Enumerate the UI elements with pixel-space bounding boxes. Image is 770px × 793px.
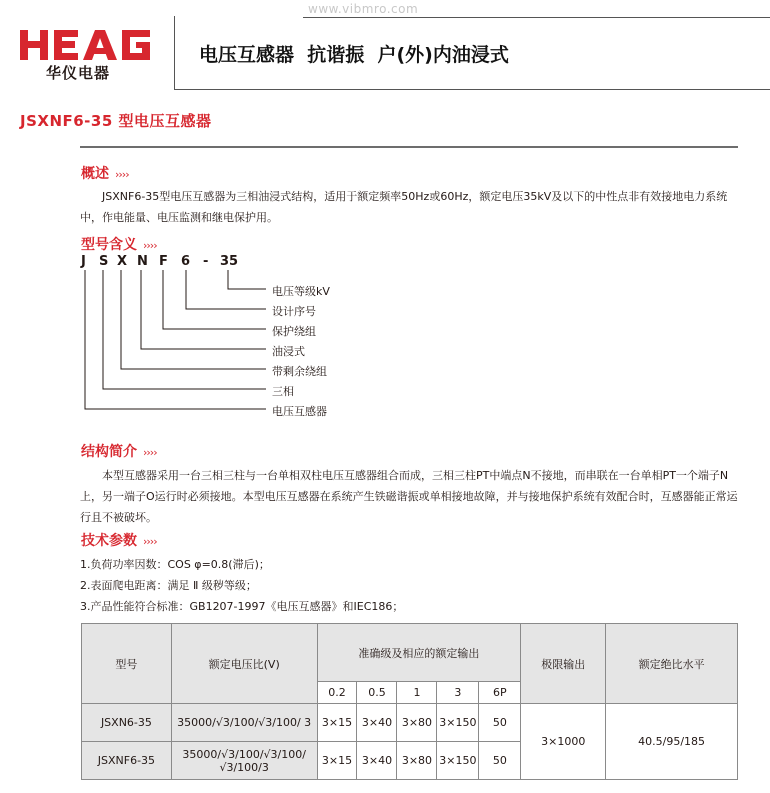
section-title: 型号含义 (81, 237, 137, 253)
model-legend-item: 带剩余绕组 (272, 365, 327, 378)
model-letter: J (81, 254, 86, 269)
product-title: JSXNF6-35 型电压互感器 (20, 112, 212, 130)
header-insulation: 额定绝比水平 (606, 624, 738, 704)
accuracy-class: 1 (397, 682, 437, 704)
arrows-icon: ›››› (143, 446, 157, 459)
cell-value: 3×150 (437, 704, 479, 742)
arrows-icon: ›››› (143, 239, 157, 252)
model-legend-item: 三相 (272, 385, 294, 398)
model-letter: 35 (220, 254, 239, 269)
section-title: 结构简介 (81, 444, 137, 460)
structure-paragraph: 本型互感器采用一台三相三柱与一台单相双柱电压互感器组合而成，三相三柱PT中端点N不接地，而串联在一台单相PT一个端子N上，另一端子O运行时必须接地。本型电压互感器在系统产生铁磁谐振或单相接地故障，并与接地保护系统有效配合时，互感器能正常运行且不被破坏。 (80, 469, 738, 524)
model-legend-item: 电压等级kV (272, 285, 330, 298)
connector-line (163, 270, 266, 329)
header-accuracy: 准确级及相应的额定输出 (317, 624, 521, 682)
header-title: 电压互感器 抗谐振 户(外)内油浸式 (199, 44, 509, 66)
arrows-icon: ›››› (143, 535, 157, 548)
cell-value: 50 (479, 742, 521, 780)
cell-value: 3×80 (397, 742, 437, 780)
brand-chinese-name: 华仪电器 (46, 64, 111, 82)
arrows-icon: ›››› (115, 168, 129, 181)
section-title: 概述 (81, 166, 109, 182)
cell-value: 3×40 (357, 704, 397, 742)
model-letter: - (203, 254, 209, 269)
section-params-heading (81, 530, 157, 550)
cell-value: 3×80 (397, 704, 437, 742)
connector-line (121, 270, 266, 369)
header-model: 型号 (82, 624, 172, 704)
connector-line (85, 270, 266, 409)
table-header-row (82, 624, 738, 682)
cell-ratio: 35000/√3/100/√3/100/ 3 (171, 704, 317, 742)
accuracy-class: 3 (437, 682, 479, 704)
cell-model: JSXN6-35 (82, 704, 172, 742)
section-title: 技术参数 (81, 533, 137, 549)
accuracy-class: 6P (479, 682, 521, 704)
watermark: www.vibmro.com (308, 2, 419, 16)
connector-line (228, 270, 266, 289)
cell-value: 3×150 (437, 742, 479, 780)
model-legend-item: 设计序号 (272, 305, 316, 318)
cell-value: 3×40 (357, 742, 397, 780)
cell-limit-output: 3×1000 (521, 704, 606, 780)
param-item: 3.产品性能符合标准：GB1207-1997《电压互感器》和IEC186； (80, 600, 404, 613)
model-legend-item: 油浸式 (272, 345, 305, 358)
cell-model: JSXNF6-35 (82, 742, 172, 780)
model-letter: N (137, 254, 148, 269)
accuracy-class: 0.2 (317, 682, 357, 704)
cell-value: 3×15 (317, 704, 357, 742)
model-letter: X (117, 254, 128, 269)
param-item: 2.表面爬电距离：满足 Ⅱ 级秽等级； (80, 579, 257, 592)
structure-text (80, 465, 740, 528)
model-letter: F (159, 254, 168, 269)
model-legend-item: 电压互感器 (272, 405, 327, 418)
cell-value: 50 (479, 704, 521, 742)
cell-value: 3×15 (317, 742, 357, 780)
spec-table (81, 623, 738, 780)
cell-ratio: 35000/√3/100/√3/100/√3/100/3 (171, 742, 317, 780)
accuracy-class: 0.5 (357, 682, 397, 704)
header-limit: 极限输出 (521, 624, 606, 704)
table-row (82, 704, 738, 742)
param-item: 1.负荷功率因数：COS φ=0.8(滞后)； (80, 558, 270, 571)
header-ratio: 额定电压比(V) (171, 624, 317, 704)
cell-insulation-level: 40.5/95/185 (606, 704, 738, 780)
overview-paragraph: JSXNF6-35型电压互感器为三相油浸式结构，适用于额定频率50Hz或60Hz，额定电压35kV及以下的中性点非有效接地电力系统中，作电能量、电压监测和继电保护用。 (80, 190, 728, 224)
model-letter: 6 (181, 254, 191, 269)
model-legend-item: 保护绕组 (272, 325, 316, 338)
section-structure-heading (81, 441, 157, 461)
model-letter: S (99, 254, 109, 269)
